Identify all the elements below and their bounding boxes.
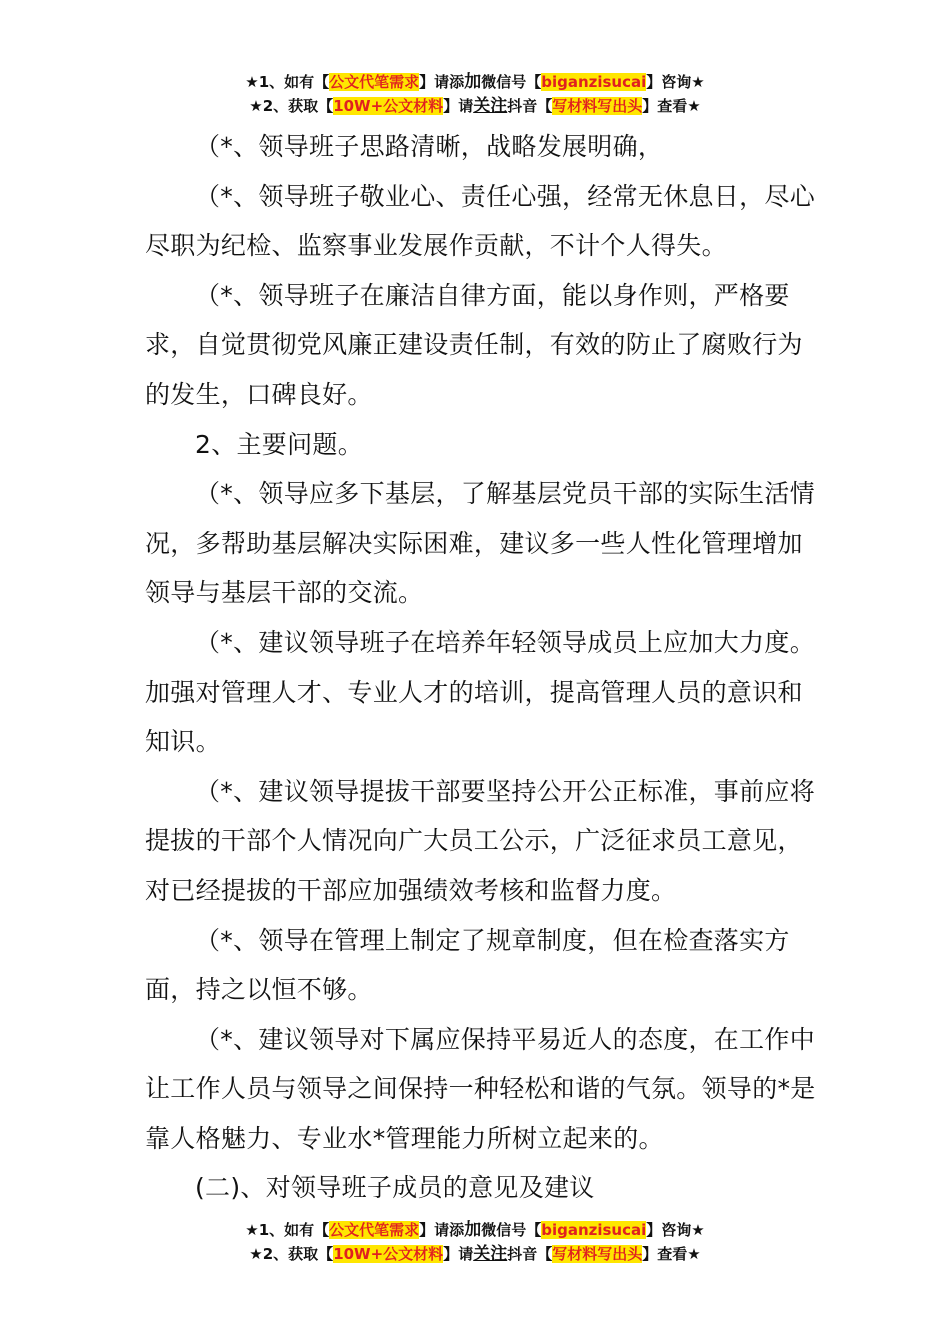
section-heading: 2、主要问题。: [195, 429, 364, 459]
paragraph: （*、领导班子敬业心、责任心强，经常无休息日，尽心尽职为纪检、监察事业发展作贡献，不计个人得失。: [145, 181, 816, 261]
promo-line-2: ★2、获取【10W+公文材料】请关注抖音【写材料写出头】查看★: [249, 1244, 701, 1264]
document-body: [145, 122, 825, 1213]
bottom-promo-banner: [0, 1218, 950, 1266]
paragraph: （*、领导班子思路清晰，战略发展明确，: [195, 132, 664, 161]
paragraph: （*、领导班子在廉洁自律方面，能以身作则，严格要求，自觉贯彻党风廉正建设责任制，有效的防止了腐败行为的发生，口碑良好。: [145, 280, 803, 409]
highlight-text: 公文代笔需求: [329, 1221, 420, 1239]
highlight-text: 公文代笔需求: [329, 73, 420, 91]
paragraph: （*、建议领导班子在培养年轻领导成员上应加大力度。加强对管理人才、专业人才的培训，提高管理人员的意识和知识。: [145, 627, 816, 757]
wechat-id-highlight: biganzisucai: [541, 1221, 647, 1239]
wechat-id-highlight: biganzisucai: [541, 73, 647, 91]
paragraph: （*、建议领导提拔干部要坚持公开公正标准，事前应将提拔的干部个人情况向广大员工公示，广泛征求员工意见，对已经提拔的干部应加强绩效考核和监督力度。: [145, 776, 816, 905]
highlight-text: 10W+公文材料: [333, 97, 444, 115]
highlight-text: 10W+公文材料: [333, 1245, 444, 1263]
paragraph: （*、领导在管理上制定了规章制度，但在检查落实方面，持之以恒不够。: [145, 925, 790, 1005]
douyin-highlight: 写材料写出头: [552, 1245, 643, 1263]
paragraph: （*、建议领导对下属应保持平易近人的态度，在工作中让工作人员与领导之间保持一种轻松和谐的气氛。领导的*是靠人格魅力、专业水*管理能力所树立起来的。: [145, 1024, 816, 1153]
promo-line-1: ★1、如有【公文代笔需求】请添加微信号【biganzisucai】咨询★: [245, 72, 705, 92]
promo-line-1: ★1、如有【公文代笔需求】请添加微信号【biganzisucai】咨询★: [245, 1220, 705, 1240]
douyin-highlight: 写材料写出头: [552, 97, 643, 115]
top-promo-banner: [0, 70, 950, 118]
section-heading: (二)、对领导班子成员的意见及建议: [195, 1173, 595, 1203]
promo-line-2: ★2、获取【10W+公文材料】请关注抖音【写材料写出头】查看★: [249, 96, 701, 116]
paragraph: （*、领导应多下基层，了解基层党员干部的实际生活情况，多帮助基层解决实际困难，建议多一些人性化管理增加领导与基层干部的交流。: [145, 479, 816, 608]
